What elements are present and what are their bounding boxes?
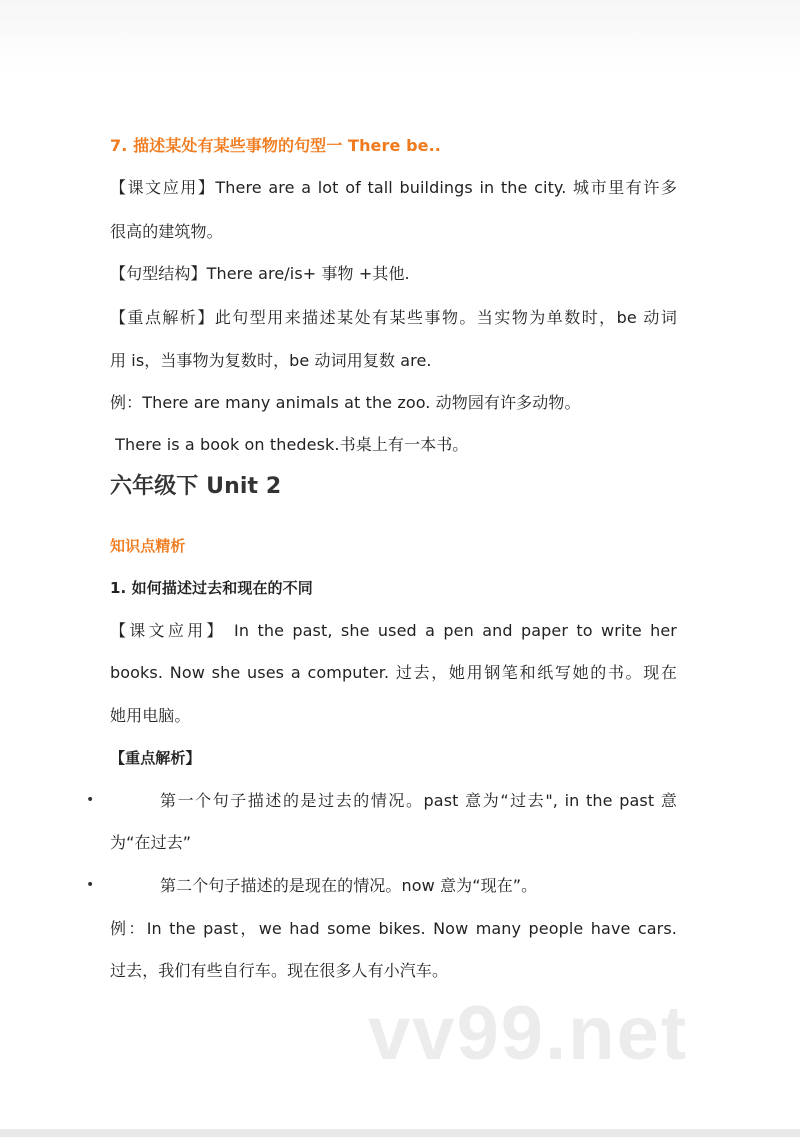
watermark: vv99.net — [368, 991, 689, 1076]
point-title: 1. 如何描述过去和现在的不同 — [110, 579, 313, 597]
paragraph-line: 很高的建筑物。 — [110, 222, 223, 241]
page-top-shadow — [0, 0, 800, 70]
bullet-line: 第二个句子描述的是现在的情况。now 意为“现在”。 — [160, 876, 538, 895]
example-line: There is a book on thedesk.书桌上有一本书。 — [110, 435, 469, 454]
bullet-line: 为“在过去” — [110, 833, 192, 852]
section-title: 7. 描述某处有某些事物的句型一 There be.. — [110, 136, 441, 155]
paragraph-line: 用 is，当事物为复数时，be 动词用复数 are. — [110, 351, 432, 370]
example-line: 例：There are many animals at the zoo. 动物园有许多动物。 — [110, 393, 581, 412]
bullet-marker: • — [86, 792, 95, 808]
page-bottom-edge — [0, 1129, 800, 1137]
bullet-marker: • — [86, 877, 95, 893]
structure-line: 【句型结构】There are/is+ 事物 +其他. — [110, 264, 410, 283]
bullet-line: 第一个句子描述的是过去的情况。past 意为“过去", in the past 意 — [160, 791, 677, 810]
example-line: 例：In the past，we had some bikes. Now many people have cars. — [110, 919, 677, 938]
paragraph-line: 【重点解析】此句型用来描述某处有某些事物。当实物为单数时，be 动词 — [110, 308, 677, 327]
unit-heading: 六年级下 Unit 2 — [110, 474, 282, 499]
paragraph-line: 她用电脑。 — [110, 706, 191, 725]
paragraph-line: 【课文应用】There are a lot of tall buildings in the city. 城市里有许多 — [110, 178, 677, 197]
example-line: 过去，我们有些自行车。现在很多人有小汽车。 — [110, 961, 449, 980]
paragraph-line: 【课文应用】 In the past, she used a pen and paper to write her — [110, 621, 677, 640]
analysis-label: 【重点解析】 — [110, 749, 201, 767]
subheading: 知识点精析 — [110, 537, 186, 555]
paragraph-line: books. Now she uses a computer. 过去，她用钢笔和纸写她的书。现在 — [110, 663, 677, 682]
